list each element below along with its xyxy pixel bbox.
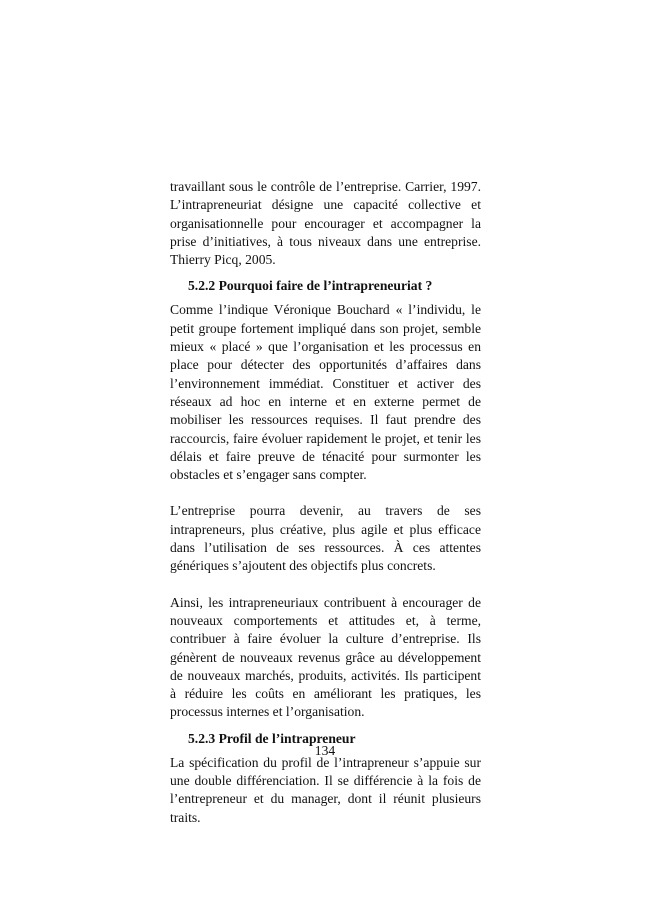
paragraph-intrapreneuriaux-contribution: Ainsi, les intrapreneuriaux contribuent à encourager de nouveaux comportements et attitudes et, à terme, contribuer à faire évoluer la culture d’entreprise. Ils génèrent de nouveaux revenus grâce au développement de nouveaux marchés, produits, activités. Ils participent à réduire les coûts en améliorant les pratiques, les processus internes et l’organisation. [170, 594, 481, 720]
page-content [170, 178, 481, 827]
section-heading-5-2-3: 5.2.3 Profil de l’intrapreneur [188, 730, 356, 746]
paragraph-profil: La spécification du profil de l’intrapreneur s’appuie sur une double différenciation. Il se différencie à la fois de l’entrepreneur et du manager, dont il réunit plusieurs traits. [170, 754, 481, 825]
paragraph-intro: travaillant sous le contrôle de l’entreprise. Carrier, 1997. L’intrapreneuriat désigne une capacité collective et organisationnelle pour encourager et accompagner la prise d’initiatives, à tous niveaux dans une entreprise. Thierry Picq, 2005. [170, 179, 481, 268]
paragraph-spacer [170, 484, 481, 502]
paragraph-bouchard-quote: Comme l’indique Véronique Bouchard « l’individu, le petit groupe fortement impliqué dans son projet, semble mieux « placé » que l’organisation et les processus en place pour détecter des opportunités d’affaires dans l’environnement immédiat. Constituer et activer des réseaux ad hoc en interne et en externe permet de mobiliser les ressources requises. Il faut prendre des raccourcis, faire évoluer rapidement le projet, et tenir les délais et faire preuve de ténacité pour surmonter les obstacles et s’engager sans compter. [170, 302, 481, 483]
paragraph-intrapreneurs-benefits: L’entreprise pourra devenir, au travers de ses intrapreneurs, plus créative, plus agile et plus efficace dans l’utilisation de ses ressources. À ces attentes génériques s’ajoutent des objectifs plus concrets. [170, 503, 481, 574]
paragraph-spacer [170, 576, 481, 594]
section-heading-5-2-2: 5.2.2 Pourquoi faire de l’intrapreneuriat ? [188, 278, 433, 294]
page-number: 134 [314, 743, 336, 758]
